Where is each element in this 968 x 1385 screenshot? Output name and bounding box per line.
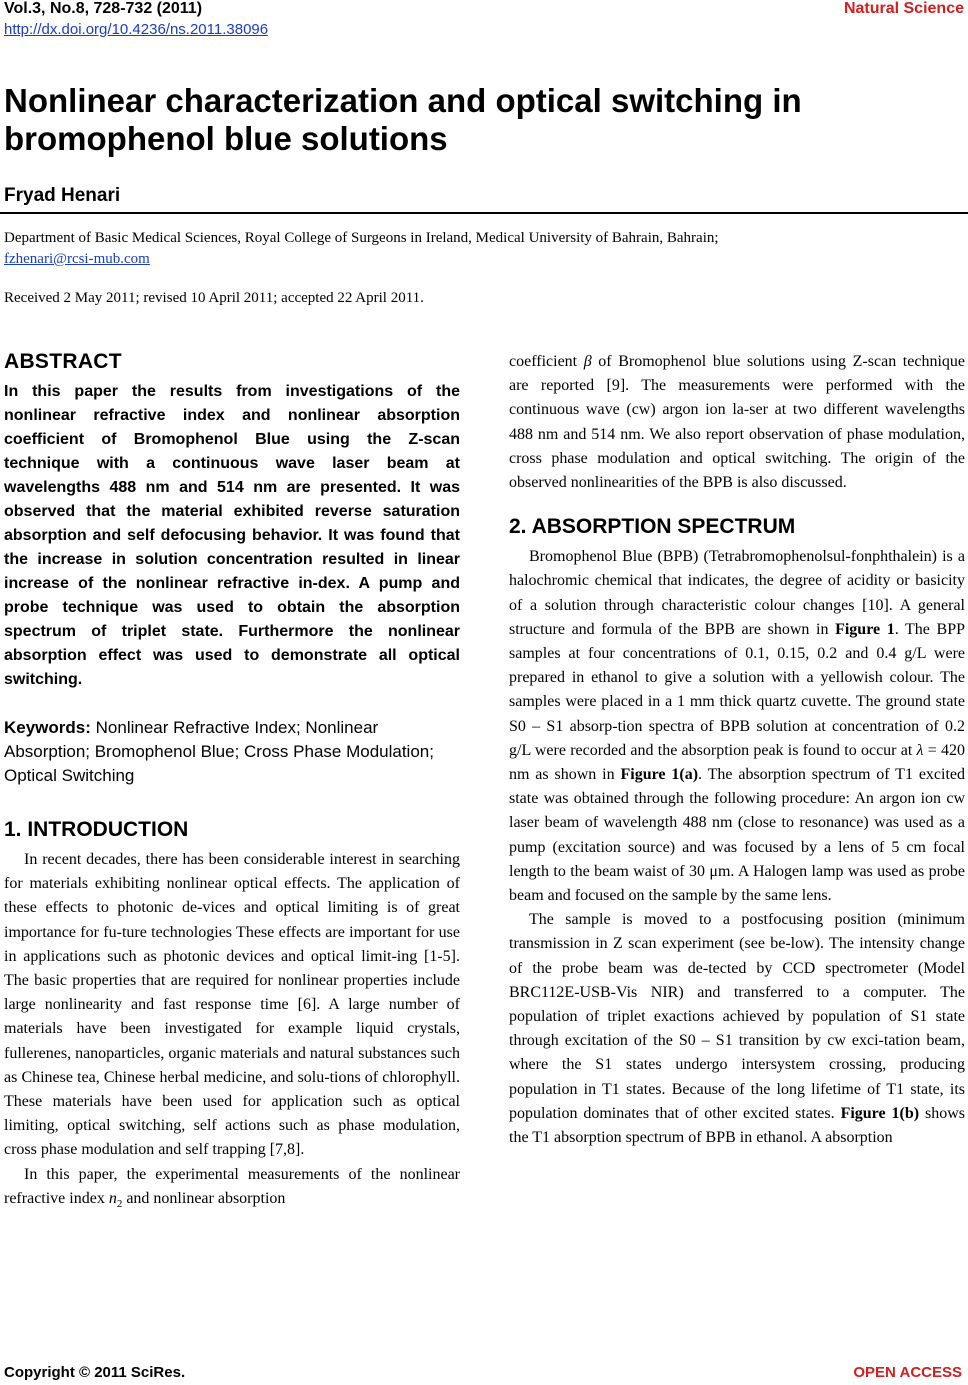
symbol-beta: β: [583, 353, 592, 370]
author-name: Fryad Henari: [4, 185, 121, 206]
footer-open-access: OPEN ACCESS: [853, 1364, 962, 1381]
abs-p1-text: Bromophenol Blue (BPB) (Tetrabromophenolsul-fonphthalein) is a halochromic chemical that indicates, the degree of acidity or basicity of a solution through characteristic colour changes [10]. A general structure and formula of the BPB are shown in: [509, 548, 965, 638]
volume-info: Vol.3, No.8, 728-732 (2011): [4, 0, 203, 17]
paper-title: [4, 82, 944, 158]
intro-paragraph-2: [4, 1163, 460, 1217]
keywords-text: Nonlinear Refractive Index; Nonlinear Absorption; Bromophenol Blue; Cross Phase Modulation; Optical Switching: [4, 718, 434, 785]
abs-p2-text-end: shows the T1 absorption spectrum of BPB in ethanol. A absorption: [509, 1104, 966, 1147]
left-column: [4, 350, 460, 1216]
absorption-paragraph-1: [509, 545, 965, 908]
title-line-2: bromophenol blue solutions: [4, 120, 448, 157]
symbol-n-subscript: 2: [116, 1198, 123, 1211]
abstract-text: In this paper the results from investigations of the nonlinear refractive index and nonlinear absorption coefficient of Bromophenol Blue using the Z-scan technique with a continuous wave laser beam at wavelengths 488 nm and 514 nm are presented. It was observed that the material exhibited reverse saturation absorption and self defocusing behavior. It was found that the increase in solution concentration resulted in linear increase of the nonlinear refractive in-dex. A pump and probe technique was used to obtain the absorption spectrum of triplet state. Furthermore the nonlinear absorption effect was used to demonstrate all optical switching.: [4, 383, 460, 688]
intro-paragraph-2-continued: [509, 350, 965, 495]
figure-1-ref: Figure 1: [835, 620, 895, 638]
abs-p1-text-2: . The BPP samples at four concentrations of 0.1, 0.15, 0.2 and 0.4 g/L were prepared in ethanol to give a solution with a yellowish colour. The samples were placed in a 1 mm thick quartz cuvette. The ground state S0 – S1 absorp-tion spectra of BPB solution at concentration of 0.2 g/L were recorded and the absorption peak is found to occur at: [509, 620, 965, 759]
received-dates: Received 2 May 2011; revised 10 April 2011; accepted 22 April 2011.: [4, 290, 424, 306]
section-heading-absorption-spectrum: 2. ABSORPTION SPECTRUM: [509, 515, 796, 539]
abs-p1-text-4: . The absorption spectrum of T1 excited state was obtained through the following procedure: An argon ion cw laser beam of wavelength 488 nm (close to resonance) was used as a pump (excitation source) and was focused by a lens of 5 cm focal length to the beam waist of 30 μm. A Halogen lamp was used as probe beam and focused on the sample by the same lens.: [509, 766, 966, 905]
doi-link[interactable]: http://dx.doi.org/10.4236/ns.2011.38096: [4, 21, 269, 38]
intro-p2-text: In this paper, the experimental measurements of the nonlinear refractive index: [4, 1165, 460, 1207]
continued-text-end: of Bromophenol blue solutions using Z-scan technique are reported [9]. The measurements were performed with the continuous wave (cw) argon ion la-ser at two different wavelengths 488 nm and 514 nm. We also report observation of phase modulation, cross phase modulation and optical switching. The origin of the observed nonlinearities of the BPB is also discussed.: [509, 353, 965, 492]
affiliation: Department of Basic Medical Sciences, Royal College of Surgeons in Ireland, Medical University of Bahrain, Bahrain;: [4, 230, 719, 246]
right-column: [509, 350, 965, 1150]
symbol-lambda: λ: [916, 741, 924, 759]
continued-text: coefficient: [509, 353, 584, 370]
abs-p1-text-3: = 420 nm as shown in: [509, 741, 965, 784]
keywords: [4, 716, 460, 788]
section-heading-introduction: 1. INTRODUCTION: [4, 818, 189, 841]
abs-p2-text: The sample is moved to a postfocusing position (minimum transmission in Z scan experiment (see be-low). The intensity change of the probe beam was de-tected by CCD spectrometer (Model BRC112E-USB-Vis NIR) and transferred to a computer. The population of triplet exactions achieved by population of S1 state through excitation of the S0 – S1 transition by cw exci-tation beam, where the S1 states undergo intersystem crossing, producing population in T1 states. Because of the long lifetime of T1 state, its population dominates that of other excited states.: [509, 911, 965, 1122]
title-divider: [0, 212, 968, 214]
keywords-label: Keywords:: [4, 718, 91, 737]
absorption-paragraph-2: [509, 908, 965, 1150]
abstract-heading: ABSTRACT: [4, 350, 122, 373]
intro-p2-text-end: and nonlinear absorption: [122, 1189, 286, 1207]
symbol-n: n: [108, 1189, 117, 1207]
figure-1b-ref: Figure 1(b): [840, 1104, 920, 1122]
journal-name: Natural Science: [843, 0, 964, 17]
title-line-1: Nonlinear characterization and optical switching in: [4, 82, 802, 119]
intro-paragraph-1: In recent decades, there has been considerable interest in searching for materials exhibiting nonlinear optical effects. The application of these effects to photonic de-vices and optical limiting is of great importance for fu-ture technologies These effects are important for use in applications such as photonic devices and optical limit-ing [1-5]. The basic properties that are required for nonlinear properties include large nonlinearity and fast response time [6]. A large number of materials have been investigated for example liquid crystals, fullerenes, nanoparticles, organic materials and natural substances such as Chinese tea, Chinese herbal medicine, and solu-tions of chlorophyll. These materials have been used for application such as optical limiting, optical switching, self actions such as phase modulation, cross phase modulation and self trapping [7,8].: [4, 851, 460, 1159]
author-email-link[interactable]: fzhenari@rcsi-mub.com: [4, 251, 150, 267]
figure-1a-ref: Figure 1(a): [620, 766, 699, 784]
footer-copyright: Copyright © 2011 SciRes.: [4, 1364, 186, 1381]
